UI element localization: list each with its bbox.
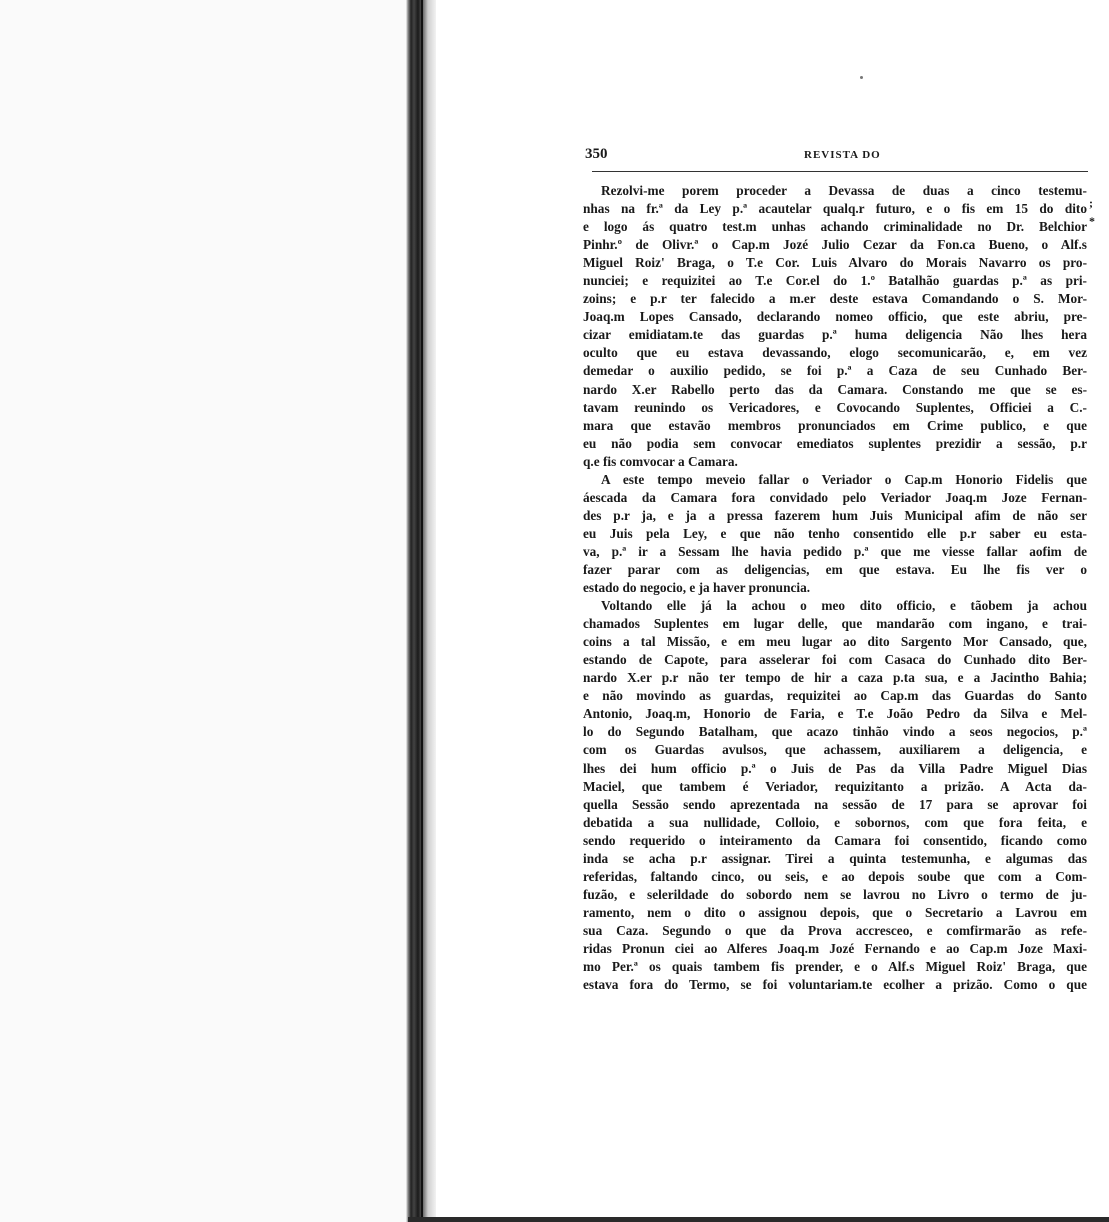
text-line: mara que estavão membros pronunciados em Crime publico, e que <box>583 417 1087 433</box>
text-line: e não movindo as guardas, requizitei ao Cap.m das Guardas do Santo <box>583 688 1087 704</box>
text-line: e logo ás quatro test.m unhas achando criminalidade no Dr. Belchior <box>583 219 1087 235</box>
text-line: q.e fis comvocar a Camara. <box>583 453 738 469</box>
page-bottom-edge <box>408 1217 1109 1222</box>
print-speck <box>860 76 863 79</box>
text-line: Antonio, Joaq.m, Honorio de Faria, e T.e João Pedro da Silva e Mel- <box>583 706 1087 722</box>
text-line: referidas, faltando cinco, ou seis, e ao depois soube que com a Com- <box>583 868 1087 884</box>
page-number: 350 <box>585 146 608 162</box>
text-line: Pinhr.º de Olivr.ª o Cap.m Jozé Julio Cezar da Fon.ca Bueno, o Alf.s <box>583 237 1087 253</box>
running-head <box>585 146 1085 170</box>
text-line: nardo X.er Rabello perto das da Camara. Constando me que se es- <box>583 381 1087 397</box>
text-line: chamados Suplentes em lugar delle, que mandarão com ingano, e trai- <box>583 616 1087 632</box>
text-line: quella Sessão sendo aprezentada na sessão de 17 para se aprovar foi <box>583 796 1087 812</box>
text-line: mo Per.ª os quais tambem fis prender, e o Alf.s Miguel Roiz' Braga, que <box>583 959 1087 975</box>
text-line: A este tempo meveio fallar o Veriador o Cap.m Honorio Fidelis que <box>601 471 1087 487</box>
text-line: coins a tal Missão, e em meu lugar ao dito Sargento Mor Cansado, que, <box>583 634 1087 650</box>
text-line: tavam reunindo os Vericadores, e Covocando Suplentes, Officiei a C.- <box>583 399 1087 415</box>
text-line: lhes dei hum officio p.ª o Juis de Pas da Villa Padre Miguel Dias <box>583 760 1087 776</box>
margin-mark-top: ; <box>1089 196 1093 210</box>
text-line: estado do negocio, e ja haver pronuncia. <box>583 580 811 596</box>
text-line: nhas na fr.ª da Ley p.ª acautelar qualq.r futuro, e o fis em 15 do dito <box>583 201 1087 217</box>
text-line: com os Guardas avulsos, que achassem, auxiliarem a deligencia, e <box>583 742 1087 758</box>
text-line: demedar o auxilio pedido, se foi p.ª a Caza de seu Cunhado Ber- <box>583 363 1087 379</box>
text-line: Miguel Roiz' Braga, o T.e Cor. Luis Alvaro do Morais Navarro os pro- <box>583 255 1087 271</box>
margin-mark-low: * <box>1089 214 1095 228</box>
text-line: lo do Segundo Batalham, que acazo tinhão vindo a seos negocios, p.ª <box>583 724 1087 740</box>
text-line: nardo X.er p.r não ter tempo de hir a caza p.ta sua, e a Jacintho Bahia; <box>583 670 1087 686</box>
text-line: estava fora do Termo, se foi voluntariam.te ecolher a prizão. Como o que <box>583 977 1087 993</box>
text-line: Joaq.m Lopes Cansado, declarando nomeo officio, que este abriu, pre- <box>583 309 1087 325</box>
text-line: fuzão, e selerildade do sobordo nem se lavrou no Livro o termo de ju- <box>583 886 1087 902</box>
spine-gutter-line <box>421 0 423 1222</box>
text-line: eu não podia sem convocar emediatos suplentes prezidir a sessão, p.r <box>583 435 1087 451</box>
text-line: cizar emidiatam.te das guardas p.ª huma deligencia Não lhes hera <box>583 327 1087 343</box>
text-line: eu Juis pela Ley, e que não tenho consentido elle p.r saber eu esta- <box>583 525 1087 541</box>
body-text <box>583 182 1087 994</box>
text-line: des p.r ja, e ja a pressa fazerem hum Juis Municipal afim de não ser <box>583 507 1087 523</box>
text-line: sua Caza. Segundo o que da Prova accresceo, e comfirmarão as refe- <box>583 922 1087 938</box>
text-line: sendo requerido o inteiramento da Camara foi consentido, ficando como <box>583 832 1087 848</box>
left-page-blank <box>0 0 408 1222</box>
text-line: fazer parar com as deligencias, em que estava. Eu lhe fis ver o <box>583 561 1087 577</box>
text-line: inda se acha p.r assignar. Tirei a quinta testemunha, e algumas das <box>583 850 1087 866</box>
running-head-title: REVISTA DO <box>804 149 881 161</box>
header-rule <box>592 171 1088 172</box>
text-line: ridas Pronun ciei ao Alferes Joaq.m Jozé Fernando e ao Cap.m Joze Maxi- <box>583 940 1087 956</box>
text-line: Maciel, que tambem é Veriador, requizitanto a prizão. A Acta da- <box>583 778 1087 794</box>
text-line: Voltando elle já la achou o meo dito officio, e tãobem ja achou <box>601 598 1087 614</box>
text-line: ramento, nem o dito o assignou depois, que o Secretario a Lavrou em <box>583 904 1087 920</box>
text-line: estando de Capote, para asselerar foi com Casaca do Cunhado dito Ber- <box>583 652 1087 668</box>
text-line: Rezolvi-me porem proceder a Devassa de duas a cinco testemu- <box>601 183 1087 198</box>
text-line: va, p.ª ir a Sessam lhe havia pedido p.ª que me viesse fallar aofim de <box>583 543 1087 559</box>
text-line: zoins; e p.r ter falecido a m.er deste estava Comandando o S. Mor- <box>583 291 1087 307</box>
text-line: nunciei; e requizitei ao T.e Cor.el do 1.º Batalhão guardas p.ª as pri- <box>583 273 1087 289</box>
text-line: áescada da Camara fora convidado pelo Veriador Joaq.m Joze Fernan- <box>583 489 1087 505</box>
text-line: oculto que eu estava devassando, elogo secomunicarão, e, em vez <box>583 345 1087 361</box>
text-line: debatida a sua nullidade, Colloio, e sobornos, com que fora feita, e <box>583 814 1087 830</box>
